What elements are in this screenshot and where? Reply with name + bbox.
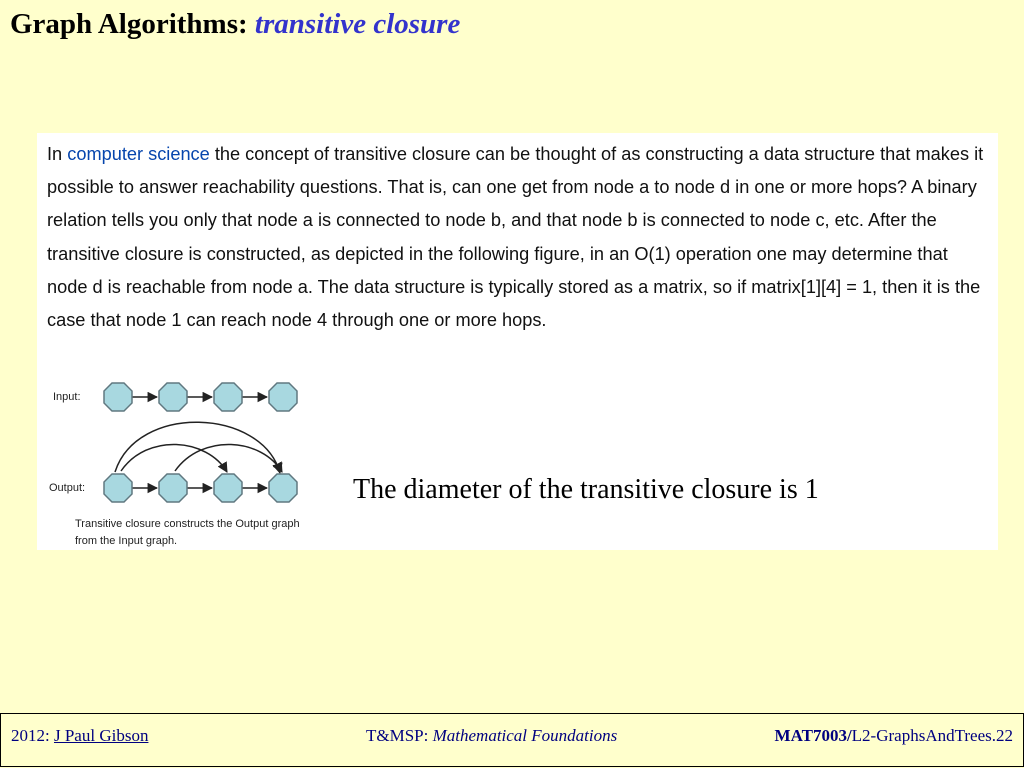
- footer-slide-ref: [775, 726, 1013, 746]
- title-main: Graph Algorithms:: [10, 8, 248, 40]
- diameter-note: The diameter of the transitive closure is 1: [353, 474, 819, 505]
- footer-course-prefix: T&MSP:: [366, 726, 429, 745]
- wiki-excerpt: [37, 133, 998, 550]
- output-edge-1-4: [115, 422, 280, 473]
- input-label: Input:: [53, 391, 81, 403]
- output-node-3: [214, 474, 242, 502]
- footer-course: [366, 726, 617, 746]
- excerpt-lead: In: [47, 144, 63, 164]
- title-accent: transitive closure: [254, 8, 461, 40]
- input-node-4: [269, 383, 297, 411]
- output-node-2: [159, 474, 187, 502]
- author-link[interactable]: J Paul Gibson: [53, 726, 149, 745]
- footer-course-name: Mathematical Foundations: [432, 726, 618, 745]
- output-label: Output:: [49, 482, 86, 494]
- footer-author: [11, 726, 148, 746]
- footer-module-code: MAT7003/: [774, 726, 852, 745]
- figure-caption: Transitive closure constructs the Output graph from the Input graph.: [75, 518, 300, 547]
- output-node-4: [269, 474, 297, 502]
- slide-title: [10, 8, 460, 41]
- input-node-1: [104, 383, 132, 411]
- output-edge-1-3: [121, 444, 227, 472]
- computer-science-link[interactable]: computer science: [67, 144, 210, 164]
- footer-year: 2012:: [11, 726, 50, 745]
- excerpt-body: the concept of transitive closure can be thought of as constructing a data structure that makes it possible to answer reachability questions. That is, can one get from node a to node d in one or more hops? A binary relation tells you only that node a is connected to node b, and that node b is connected to node c, etc. After the transitive closure is constructed, as depicted in the following figure, in an O(1) operation one may determine that node d is reachable from node a. The data structure is typically stored as a matrix, so if matrix[1][4] = 1, then it is the case that node 1 can reach node 4 through one or more hops.: [47, 144, 984, 331]
- slide-footer: [0, 713, 1024, 767]
- output-node-1: [104, 474, 132, 502]
- input-node-2: [159, 383, 187, 411]
- footer-slide-number: L2-GraphsAndTrees.22: [851, 726, 1013, 745]
- input-node-3: [214, 383, 242, 411]
